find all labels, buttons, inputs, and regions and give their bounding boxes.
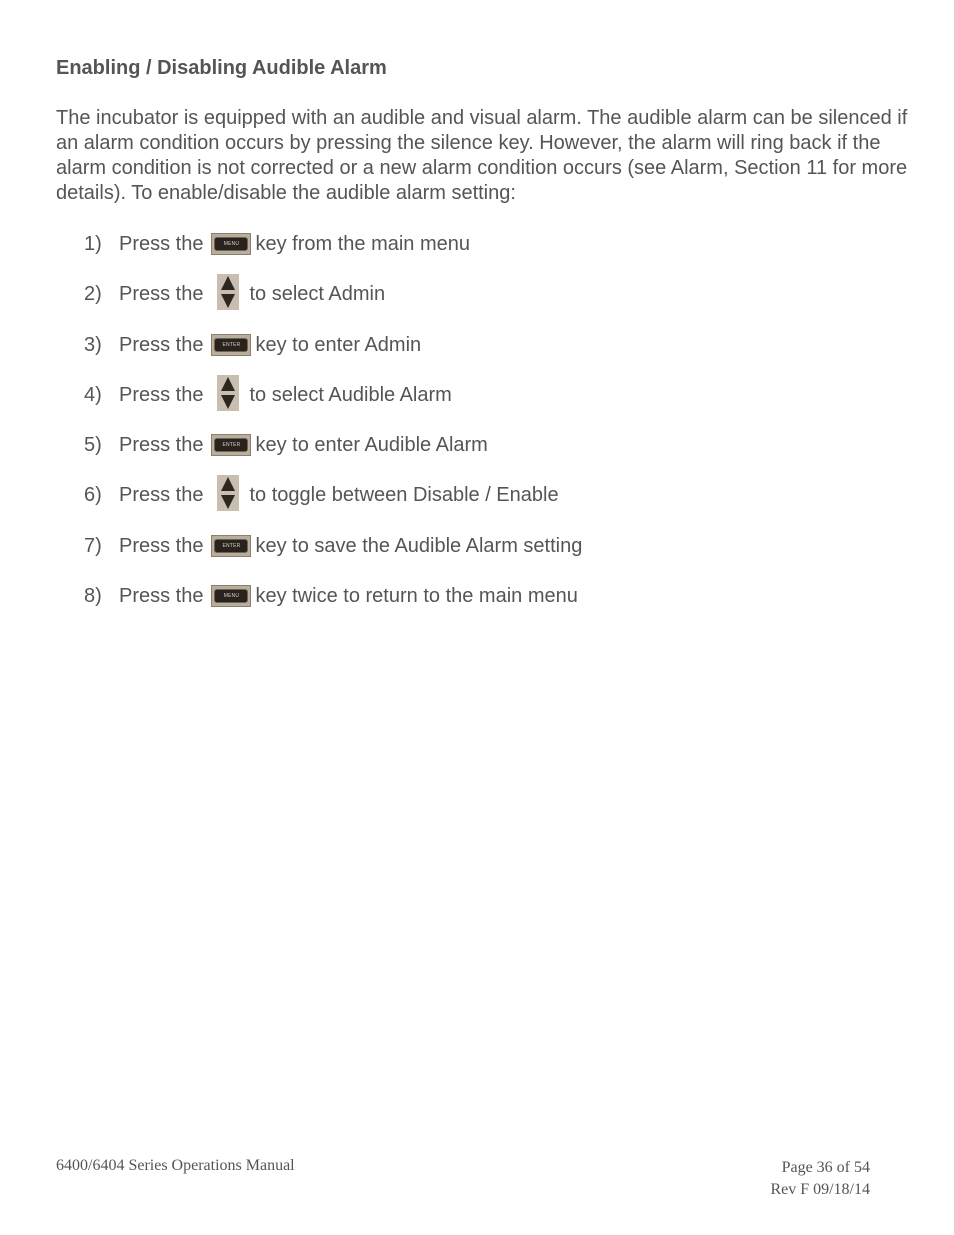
enter-key-icon [211, 431, 251, 459]
step-item [84, 431, 582, 481]
step-number: 3) [84, 333, 102, 356]
menu-key-label: MENU [214, 589, 248, 603]
step-press-label: Press the [119, 484, 204, 507]
step-item [84, 532, 582, 582]
step-text: key twice to return to the main menu [255, 585, 578, 608]
step-item [84, 381, 582, 431]
step-number: 7) [84, 534, 102, 557]
up-down-arrow-icon [211, 381, 245, 409]
footer-manual-title: 6400/6404 Series Operations Manual [56, 1157, 295, 1174]
enter-key-icon [211, 331, 251, 359]
step-number: 5) [84, 434, 102, 457]
menu-key-icon [211, 230, 251, 258]
enter-key-label: ENTER [214, 438, 248, 452]
footer-revision: Rev F 09/18/14 [770, 1181, 870, 1198]
step-press-label: Press the [119, 333, 204, 356]
step-press-label: Press the [119, 383, 204, 406]
footer-page-info [770, 1157, 870, 1201]
step-press-label: Press the [119, 534, 204, 557]
step-text: key to enter Admin [255, 333, 422, 356]
step-item [84, 331, 582, 381]
step-text: to toggle between Disable / Enable [249, 484, 559, 507]
enter-key-icon [211, 532, 251, 560]
step-list [84, 230, 582, 632]
step-item [84, 280, 582, 330]
intro-paragraph: The incubator is equipped with an audible and visual alarm. The audible alarm can be silenced if an alarm condition occurs by pressing the silence key. However, the alarm will ring back if the alarm condition is not corrected or a new alarm condition occurs (see Alarm, Section 11 for more details). To enable/disable the audible alarm setting: [56, 107, 908, 204]
menu-key-label: MENU [214, 237, 248, 251]
step-text: to select Admin [249, 283, 386, 306]
step-number: 4) [84, 383, 102, 406]
step-number: 1) [84, 233, 102, 255]
section-heading: Enabling / Disabling Audible Alarm [56, 57, 387, 79]
step-item [84, 582, 582, 632]
enter-key-label: ENTER [214, 539, 248, 553]
step-item [84, 230, 582, 280]
step-press-label: Press the [119, 585, 204, 608]
up-down-arrow-icon [211, 481, 245, 509]
step-number: 6) [84, 484, 102, 507]
step-number: 2) [84, 283, 102, 306]
step-text: key from the main menu [255, 233, 471, 255]
step-text: key to save the Audible Alarm setting [255, 534, 583, 557]
step-text: key to enter Audible Alarm [255, 434, 488, 457]
menu-key-icon [211, 582, 251, 610]
step-text: to select Audible Alarm [249, 383, 452, 406]
step-press-label: Press the [119, 283, 204, 306]
step-press-label: Press the [119, 233, 204, 255]
up-down-arrow-icon [211, 280, 245, 308]
step-number: 8) [84, 585, 102, 608]
footer-page-number: Page 36 of 54 [781, 1159, 870, 1176]
step-press-label: Press the [119, 434, 204, 457]
enter-key-label: ENTER [214, 338, 248, 352]
step-item [84, 481, 582, 531]
